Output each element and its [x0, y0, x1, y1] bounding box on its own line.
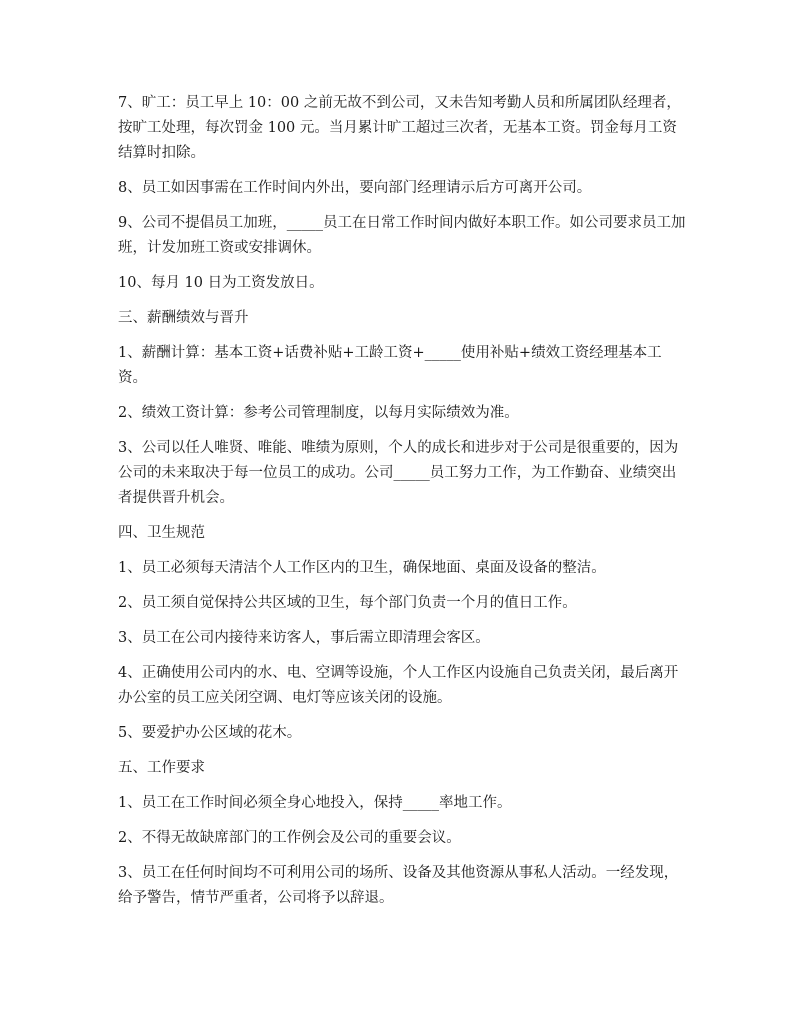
paragraph-work-1: 1、员工在工作时间必须全身心地投入，保持_____率地工作。 [118, 795, 512, 811]
section-heading-work-requirements: 五、工作要求 [118, 760, 205, 776]
paragraph-salary-calculation: 1、薪酬计算：基本工资+话费补贴+工龄工资+_____使用补贴+绩效工资经理基本工资。 [118, 345, 662, 386]
paragraph-item-9-overtime: 9、公司不提倡员工加班，_____员工在日常工作时间内做好本职工作。如公司要求员工加班，计发加班工资或安排调休。 [118, 215, 686, 256]
paragraph-hygiene-3: 3、员工在公司内接待来访客人，事后需立即清理会客区。 [118, 630, 490, 646]
paragraph-item-8-going-out: 8、员工如因事需在工作时间内外出，要向部门经理请示后方可离开公司。 [118, 180, 592, 196]
paragraph-hygiene-1: 1、员工必须每天清洁个人工作区内的卫生，确保地面、桌面及设备的整洁。 [118, 560, 606, 576]
paragraph-work-3: 3、员工在任何时间均不可利用公司的场所、设备及其他资源从事私人活动。一经发现，给予警告，情节严重者，公司将予以辞退。 [118, 865, 679, 906]
paragraph-hygiene-5: 5、要爱护办公区域的花木。 [118, 725, 302, 741]
paragraph-work-2: 2、不得无故缺席部门的工作例会及公司的重要会议。 [118, 830, 461, 846]
document-body [118, 91, 688, 921]
paragraph-promotion: 3、公司以任人唯贤、唯能、唯绩为原则，个人的成长和进步对于公司是很重要的，因为公司的未来取决于每一位员工的成功。公司_____员工努力工作，为工作勤奋、业绩突出者提供晋升机会。 [118, 440, 679, 506]
paragraph-item-7-absenteeism: 7、旷工：员工早上 10：00 之前无故不到公司，又未告知考勤人员和所属团队经理者，按旷工处理，每次罚金 100 元。当月累计旷工超过三次者，无基本工资。罚金每月工资结算时扣除。 [118, 95, 681, 161]
paragraph-item-10-payday: 10、每月 10 日为工资发放日。 [118, 275, 324, 291]
paragraph-hygiene-4: 4、正确使用公司内的水、电、空调等设施，个人工作区内设施自己负责关闭，最后离开办公室的员工应关闭空调、电灯等应该关闭的设施。 [118, 665, 679, 706]
section-heading-salary: 三、薪酬绩效与晋升 [118, 310, 249, 326]
paragraph-performance-pay: 2、绩效工资计算：参考公司管理制度，以每月实际绩效为准。 [118, 405, 519, 421]
section-heading-hygiene: 四、卫生规范 [118, 525, 205, 541]
paragraph-hygiene-2: 2、员工须自觉保持公共区域的卫生，每个部门负责一个月的值日工作。 [118, 595, 577, 611]
